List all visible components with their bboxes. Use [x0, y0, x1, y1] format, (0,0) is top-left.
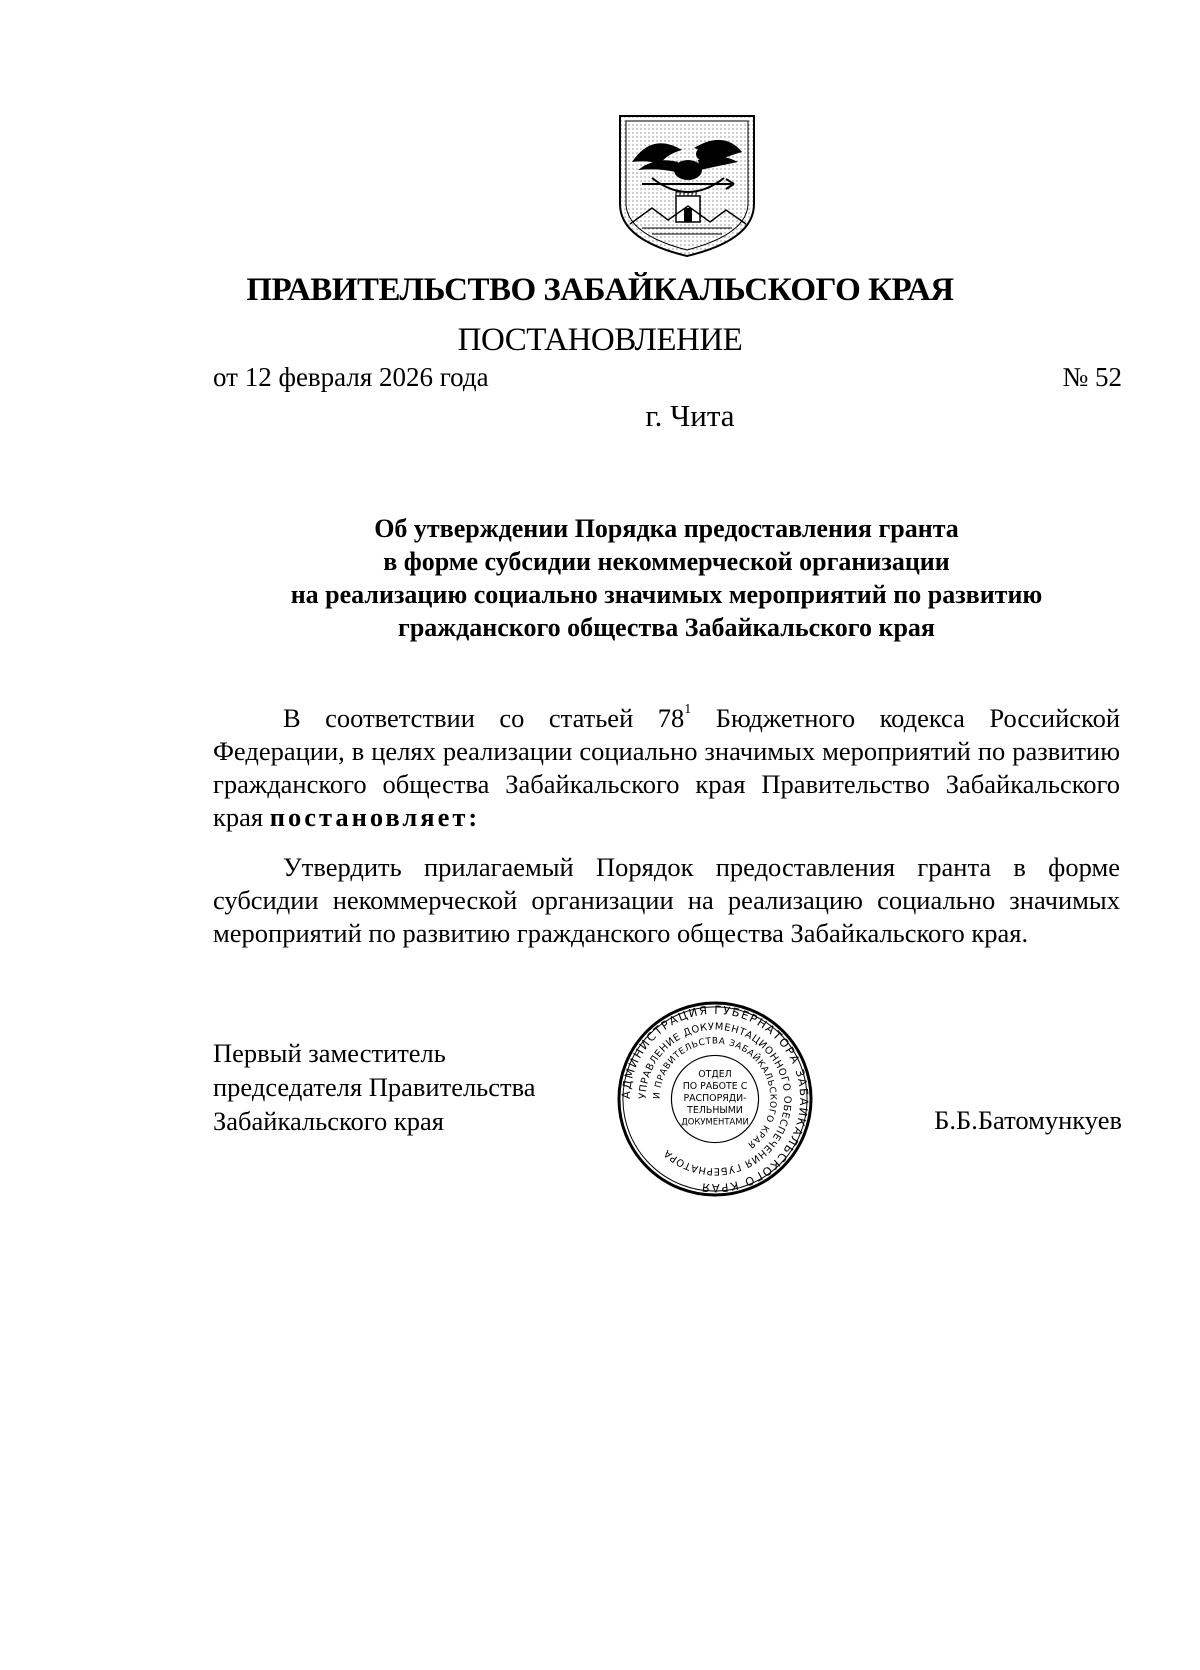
preamble-rest: Бюджетного кодекса Российской Федерации, в целях реализации социально значимых мероприятий по развитию гражданского общества Забайкальского края Правительство Забайкальского края — [213, 703, 1120, 832]
stamp-inner-text: И ПРАВИТЕЛЬСТВА ЗАБАЙКАЛЬСКОГО КРАЯ — [652, 1036, 778, 1150]
stamp-center-line: РАСПОРЯДИ- — [683, 1092, 747, 1104]
signer-position-line: Первый заместитель — [213, 1038, 446, 1068]
subject-line: на реализацию социально значимых мероприятий по развитию — [290, 580, 1043, 609]
article-superscript: 1 — [684, 702, 692, 717]
document-number: № 52 — [1062, 362, 1122, 392]
coat-of-arms-icon — [612, 112, 762, 260]
subject-line: Об утверждении Порядка предоставления гранта — [374, 514, 959, 543]
signer-position-line: председателя Правительства — [213, 1072, 536, 1102]
subject-line: гражданского общества Забайкальского края — [398, 613, 935, 642]
stamp-center-line: ТЕЛЬНЫМИ — [687, 1104, 743, 1116]
stamp-outer-text: АДМИНИСТРАЦИЯ ГУБЕРНАТОРА ЗАБАЙКАЛЬСКОГО КРАЯ — [618, 1002, 812, 1196]
resolution-paragraph — [213, 851, 1120, 950]
signer-position-line: Забайкальского края — [213, 1106, 444, 1136]
preamble-start: В соответствии со статьей 78 — [283, 703, 685, 733]
signer-position — [213, 1036, 536, 1138]
subject-line: в форме субсидии некоммерческой организации — [383, 547, 950, 576]
stamp-middle-text: УПРАВЛЕНИЕ ДОКУМЕНТАЦИОННОГО ОБЕСПЕЧЕНИЯ ГУБЕРНАТОРА — [637, 1021, 793, 1177]
document-subject — [213, 512, 1120, 644]
seal-stamp-icon — [616, 1000, 814, 1198]
resolution-text: Утвердить прилагаемый Порядок предоставления гранта в форме субсидии некоммерческой организации на реализацию социально значимых мероприятий по развитию гражданского общества Забайкальского края. — [213, 852, 1120, 948]
document-date: от 12 февраля 2026 года — [213, 362, 489, 392]
document-type: ПОСТАНОВЛЕНИЕ — [457, 322, 743, 358]
stamp-center-line: ПО РАБОТЕ С — [682, 1081, 748, 1093]
preamble-paragraph — [213, 702, 1120, 834]
document-city: г. Чита — [645, 398, 735, 433]
stamp-center-line: ОТДЕЛ — [698, 1069, 732, 1081]
signer-name: Б.Б.Батомункуев — [934, 1105, 1122, 1135]
government-title: ПРАВИТЕЛЬСТВО ЗАБАЙКАЛЬСКОГО КРАЯ — [246, 272, 954, 308]
stamp-center-line: ДОКУМЕНТАМИ — [681, 1116, 749, 1127]
decree-word: постановляет: — [269, 802, 481, 832]
